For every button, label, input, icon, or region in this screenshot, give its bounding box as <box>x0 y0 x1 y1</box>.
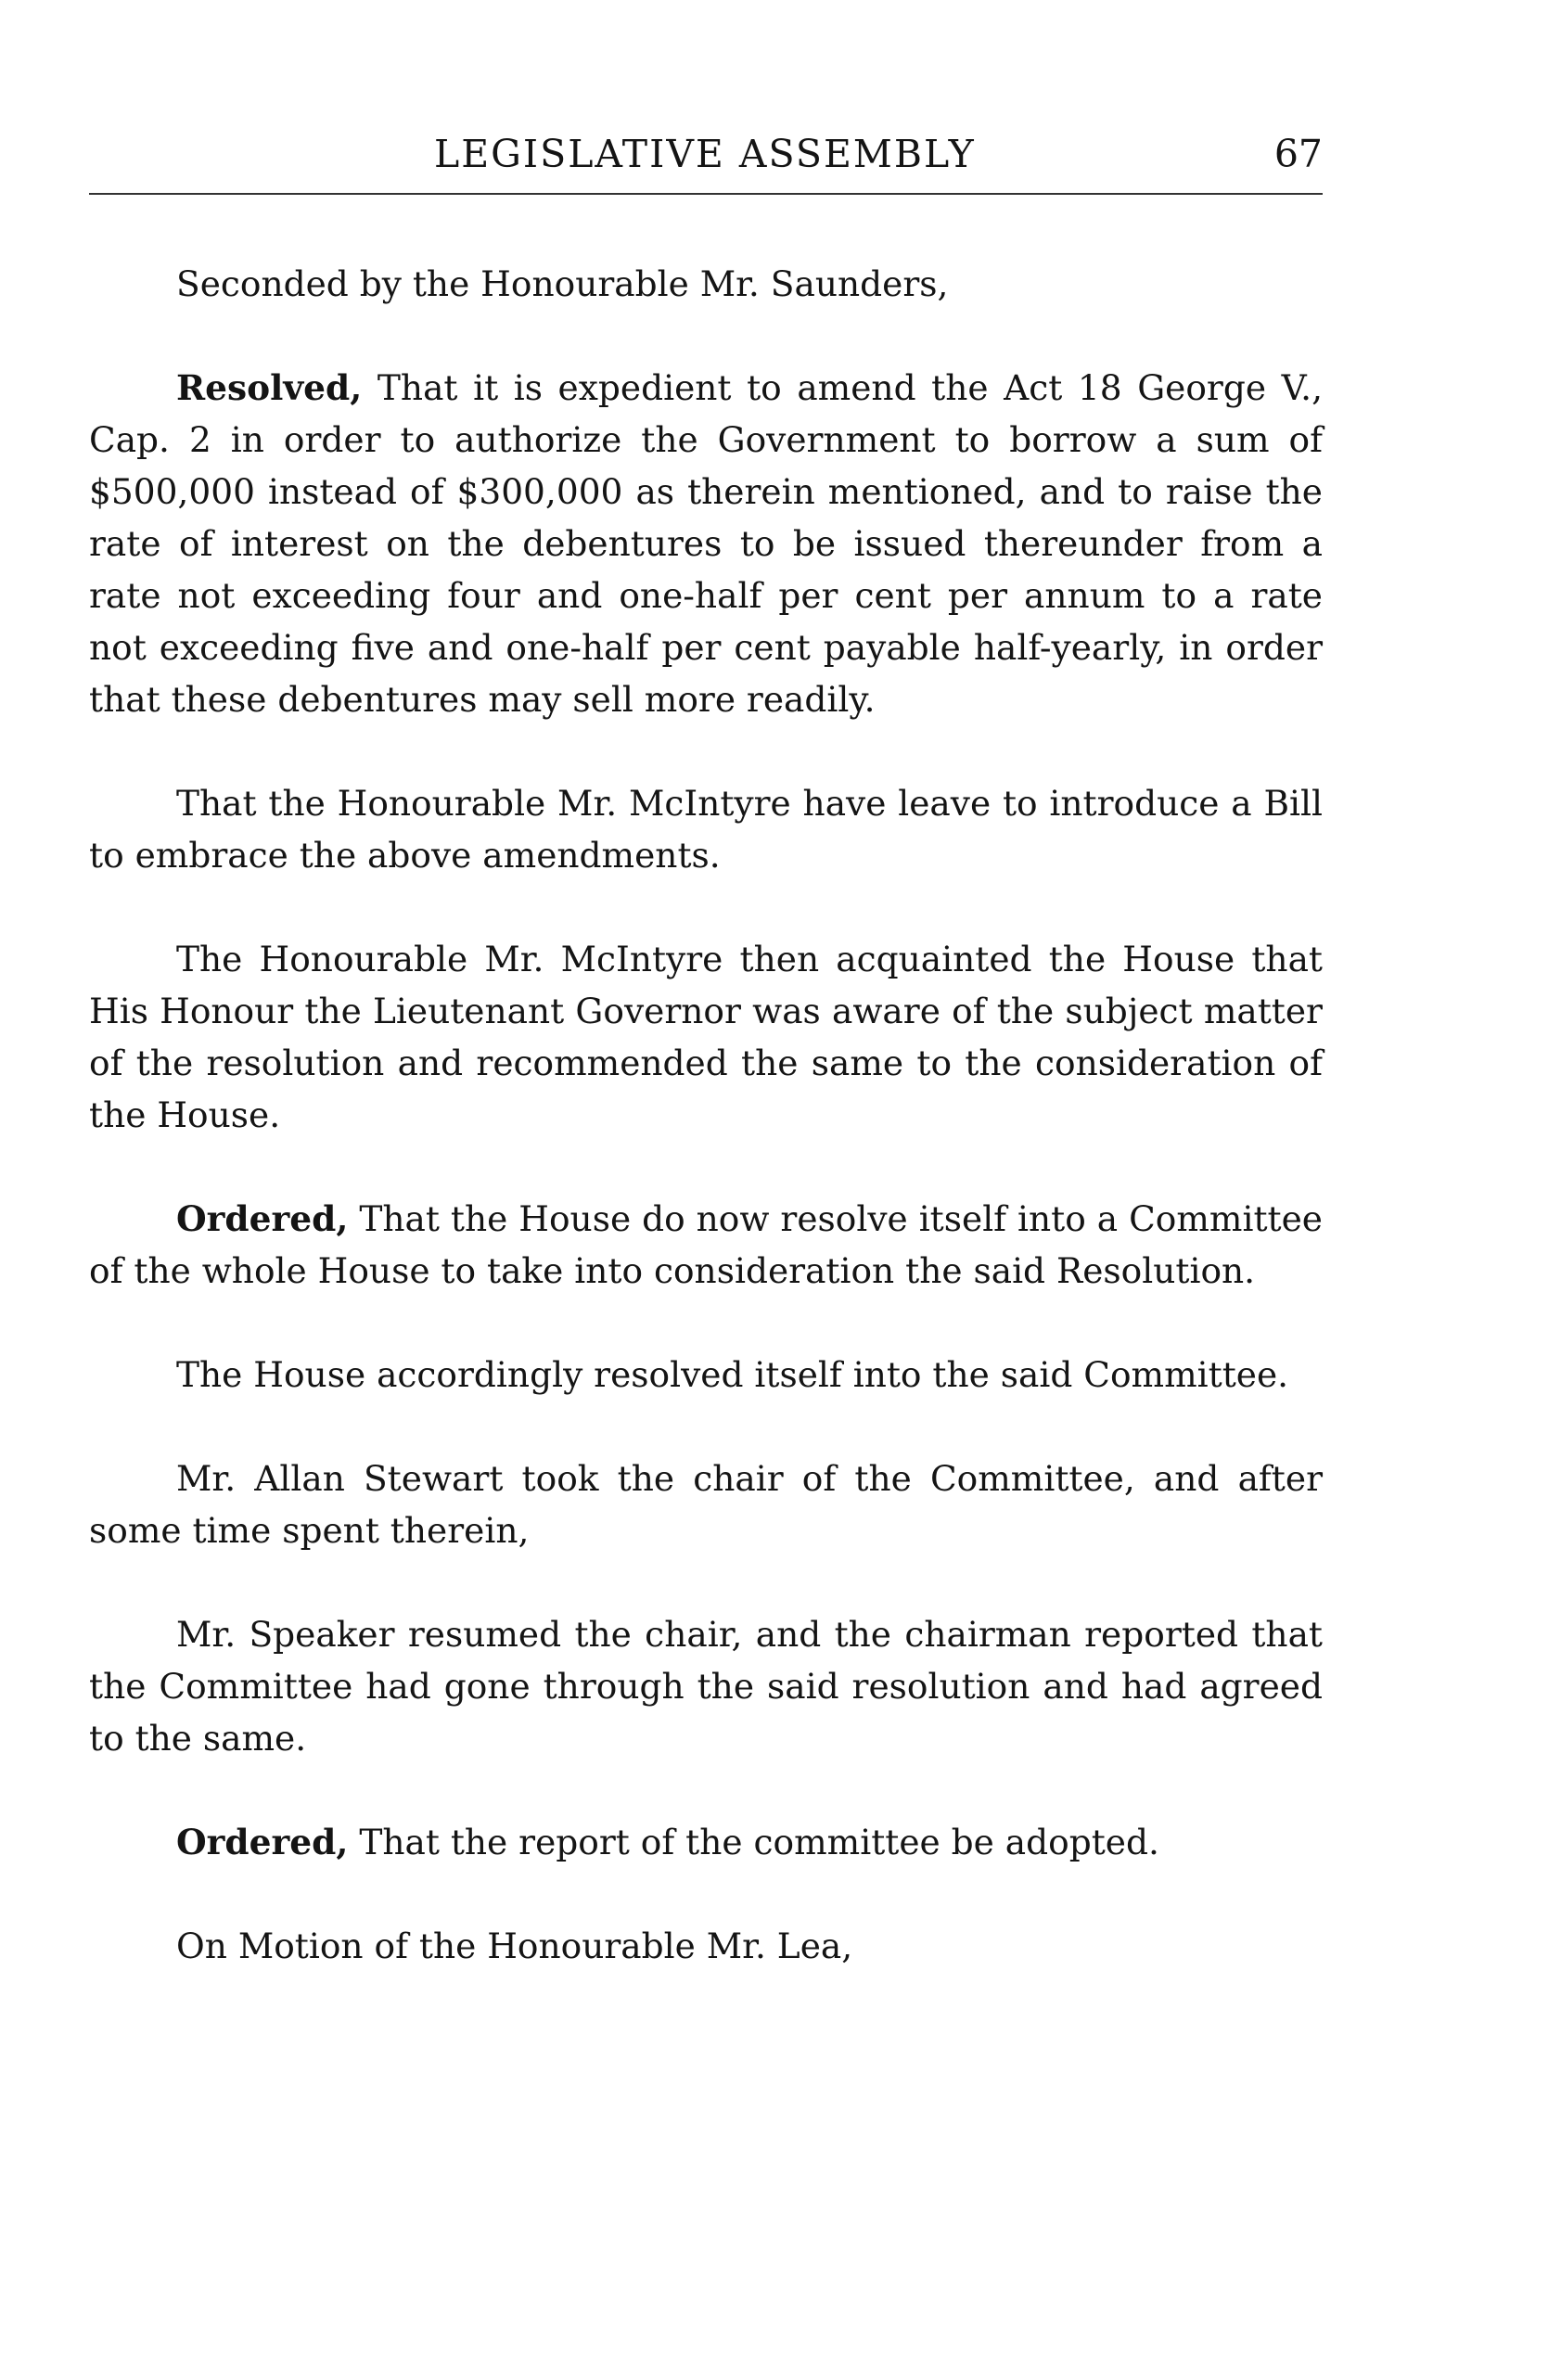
paragraph-text: On Motion of the Honourable Mr. Lea, <box>176 1926 853 1966</box>
paragraph-text: The House accordingly resolved itself into the said Committee. <box>176 1354 1289 1395</box>
paragraph-speaker-resumed <box>89 1608 1323 1764</box>
paragraph-text: That the report of the committee be adopted. <box>348 1822 1159 1862</box>
paragraph-text: That the Honourable Mr. McIntyre have leave to introduce a Bill to embrace the above amendments. <box>89 783 1323 876</box>
paragraph-lead: Ordered, <box>176 1198 349 1239</box>
header-rule <box>89 193 1323 195</box>
page-number: 67 <box>1273 132 1323 176</box>
paragraph-text: The Honourable Mr. McIntyre then acquainted the House that His Honour the Lieutenant Governor was aware of the subject matter of the resolution and recommended the same to the consideration of the House. <box>89 939 1323 1135</box>
paragraph-text: That it is expedient to amend the Act 18 George V., Cap. 2 in order to authorize the Government to borrow a sum of $500,000 instead of $300,000 as therein mentioned, and to raise the rate of interest on the debentures to be issued thereunder from a rate not exceeding four and one-half per cent per annum to a rate not exceeding five and one-half per cent payable half-yearly, in order that these debentures may sell more readily. <box>89 367 1323 720</box>
body-text <box>89 258 1323 1972</box>
paragraph-text: Seconded by the Honourable Mr. Saunders, <box>176 263 949 304</box>
paragraph-took-chair <box>89 1452 1323 1556</box>
paragraph-lead: Resolved, <box>176 367 363 408</box>
paragraph-leave-to-introduce <box>89 777 1323 881</box>
paragraph-text: Mr. Allan Stewart took the chair of the Committee, and after some time spent therein, <box>89 1458 1323 1551</box>
paragraph-resolved <box>89 362 1323 725</box>
paragraph-acquainted <box>89 933 1323 1141</box>
paragraph-lead: Ordered, <box>176 1822 349 1862</box>
page-header <box>89 122 1323 178</box>
paragraph-on-motion <box>89 1920 1323 1972</box>
paragraph-seconded <box>89 258 1323 310</box>
paragraph-text: That the House do now resolve itself into a Committee of the whole House to take into consideration the said Resolution. <box>89 1198 1323 1291</box>
paragraph-ordered-committee <box>89 1193 1323 1297</box>
paragraph-text: Mr. Speaker resumed the chair, and the chairman reported that the Committee had gone through the said resolution and had agreed to the same. <box>89 1614 1323 1759</box>
running-head-title: LEGISLATIVE ASSEMBLY <box>434 132 976 176</box>
paragraph-resolved-into-committee <box>89 1349 1323 1401</box>
paragraph-ordered-report <box>89 1816 1323 1868</box>
